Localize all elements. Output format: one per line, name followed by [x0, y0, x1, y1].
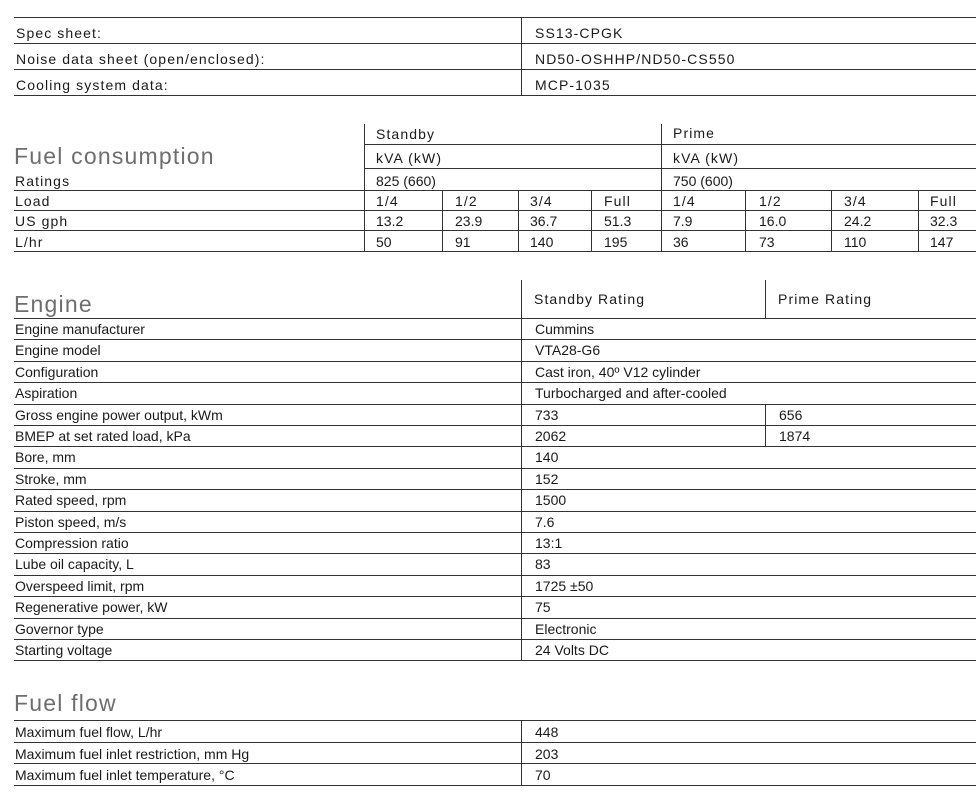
- engine-row-label: Stroke, mm: [15, 470, 87, 487]
- table-cell: 23.9: [455, 213, 483, 229]
- engine-row-value: Turbocharged and after-cooled: [535, 385, 727, 402]
- engine-row-label: Aspiration: [15, 385, 78, 402]
- row-divider: [14, 660, 976, 661]
- table-cell: Full: [930, 193, 957, 209]
- engine-row-label: Regenerative power, kW: [15, 599, 168, 616]
- engine-row-label: Rated speed, rpm: [15, 492, 127, 509]
- prime-label: Prime: [673, 125, 716, 141]
- row-divider: [14, 763, 976, 764]
- row-label: L/hr: [15, 234, 44, 250]
- engine-row-value: Cummins: [535, 321, 595, 337]
- row-divider: [14, 532, 976, 533]
- engine-row-value: Electronic: [535, 620, 597, 637]
- unit-label: kVA (kW): [673, 150, 740, 166]
- row-divider: [14, 446, 976, 447]
- row-divider: [14, 511, 976, 512]
- table-cell: 24.2: [844, 213, 872, 229]
- engine-row-value: 7.6: [535, 513, 555, 530]
- engine-row-value: 2062: [535, 428, 567, 444]
- row-divider: [14, 553, 976, 554]
- engine-row-label: Configuration: [15, 363, 99, 380]
- engine-row-prime-value: 1874: [779, 428, 811, 444]
- row-label: US gph: [15, 213, 69, 229]
- standby-rating: 825 (660): [376, 173, 436, 189]
- row-label: Load: [15, 193, 51, 209]
- prime-rating: 750 (600): [673, 173, 733, 189]
- row-divider: [14, 489, 976, 490]
- row-divider: [14, 639, 976, 640]
- table-cell: 1/2: [455, 193, 478, 209]
- spec-label: Cooling system data:: [16, 77, 169, 93]
- unit-label: kVA (kW): [376, 150, 443, 166]
- engine-row-label: Lube oil capacity, L: [15, 556, 134, 573]
- engine-row-prime-value: 656: [779, 406, 803, 423]
- engine-row-value: 733: [535, 406, 559, 423]
- row-divider: [14, 425, 976, 426]
- fuel-flow-row-value: 70: [535, 767, 551, 784]
- engine-row-label: Starting voltage: [15, 642, 113, 658]
- engine-row-value: 1725 ±50: [535, 577, 594, 594]
- table-cell: 147: [930, 234, 954, 250]
- table-cell: 73: [759, 234, 775, 250]
- prime-rating-header: Prime Rating: [778, 291, 873, 307]
- row-divider: [14, 404, 976, 405]
- table-cell: 110: [844, 234, 867, 250]
- table-cell: 32.3: [930, 213, 958, 229]
- fuel-flow-row-value: 203: [535, 745, 559, 762]
- engine-row-value: Cast iron, 40º V12 cylinder: [535, 363, 701, 380]
- spec-label: Spec sheet:: [16, 25, 103, 41]
- row-divider: [14, 339, 976, 340]
- table-cell: Full: [604, 193, 631, 209]
- fuel-flow-row-label: Maximum fuel flow, L/hr: [15, 724, 163, 740]
- row-divider: [14, 742, 976, 743]
- standby-label: Standby: [376, 126, 436, 142]
- row-divider: [14, 575, 976, 576]
- engine-row-label: Gross engine power output, kWm: [15, 406, 223, 423]
- engine-row-value: 152: [535, 470, 559, 487]
- spec-value: SS13-CPGK: [535, 25, 624, 41]
- row-divider: [14, 785, 976, 786]
- table-cell: 36.7: [530, 213, 558, 229]
- engine-row-value: 140: [535, 449, 559, 466]
- engine-row-value: 75: [535, 599, 551, 616]
- engine-row-value: 1500: [535, 492, 567, 509]
- engine-row-value: 24 Volts DC: [535, 642, 609, 658]
- engine-row-label: Piston speed, m/s: [15, 513, 127, 530]
- standby-rating-header: Standby Rating: [534, 291, 646, 307]
- section-title: Fuel consumption: [14, 143, 215, 169]
- section-title: Fuel flow: [14, 690, 117, 716]
- table-cell: 50: [376, 234, 392, 250]
- engine-row-value: 13:1: [535, 535, 563, 551]
- engine-row-label: Governor type: [15, 620, 104, 637]
- ratings-label: Ratings: [15, 173, 71, 189]
- table-cell: 91: [455, 234, 471, 250]
- engine-row-value: VTA28-G6: [535, 342, 601, 359]
- table-cell: 1/4: [376, 193, 399, 209]
- fuel-flow-row-value: 448: [535, 724, 559, 740]
- table-cell: 1/2: [759, 193, 782, 209]
- engine-row-label: Overspeed limit, rpm: [15, 577, 145, 594]
- table-cell: 7.9: [673, 213, 693, 229]
- table-cell: 3/4: [530, 193, 553, 209]
- row-divider: [14, 382, 976, 383]
- section-title: Engine: [14, 291, 93, 317]
- engine-row-label: Bore, mm: [15, 449, 76, 466]
- table-cell: 51.3: [604, 213, 632, 229]
- engine-row-label: Engine model: [15, 342, 101, 359]
- row-divider: [14, 596, 976, 597]
- table-cell: 36: [673, 234, 689, 250]
- engine-row-label: Engine manufacturer: [15, 321, 145, 337]
- row-divider: [14, 618, 976, 619]
- row-divider: [14, 361, 976, 362]
- spec-value: ND50-OSHHP/ND50-CS550: [535, 51, 736, 67]
- table-cell: 3/4: [844, 193, 867, 209]
- fuel-flow-row-label: Maximum fuel inlet restriction, mm Hg: [15, 745, 250, 762]
- engine-row-label: BMEP at set rated load, kPa: [15, 428, 191, 444]
- engine-row-label: Compression ratio: [15, 535, 129, 551]
- spec-label: Noise data sheet (open/enclosed):: [16, 51, 266, 67]
- fuel-flow-row-label: Maximum fuel inlet temperature, °C: [15, 767, 235, 784]
- table-cell: 140: [530, 234, 554, 250]
- row-divider: [14, 468, 976, 469]
- table-cell: 195: [604, 234, 628, 250]
- table-cell: 16.0: [759, 213, 787, 229]
- table-cell: 13.2: [376, 213, 404, 229]
- spec-value: MCP-1035: [535, 77, 611, 93]
- table-cell: 1/4: [673, 193, 696, 209]
- engine-row-value: 83: [535, 556, 551, 573]
